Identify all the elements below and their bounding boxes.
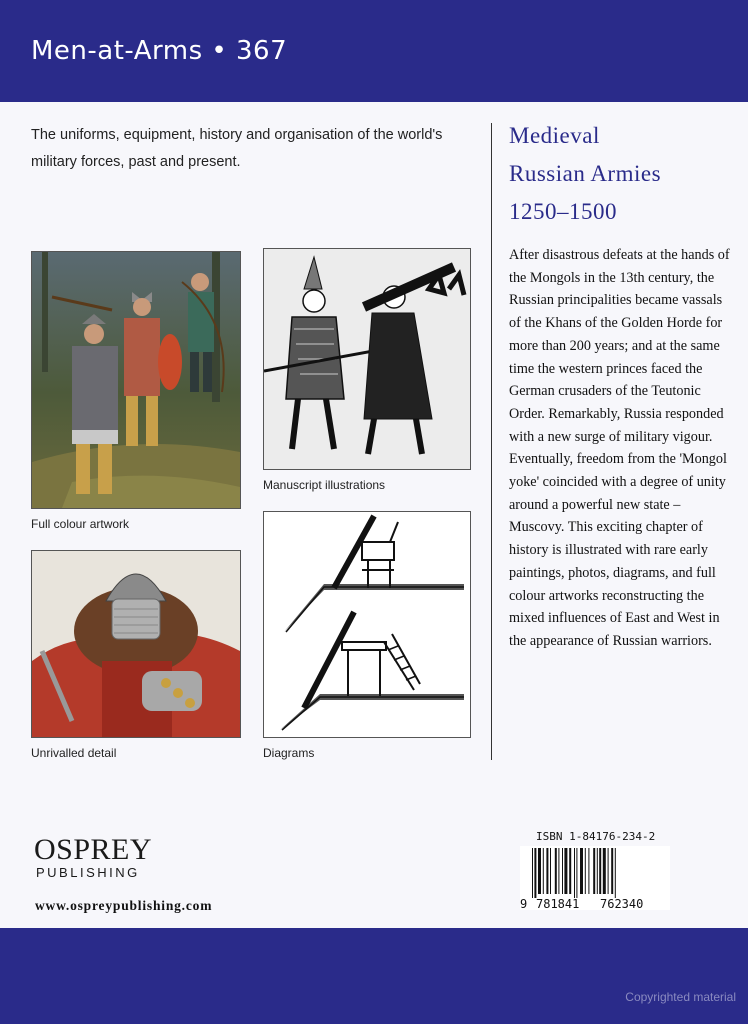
artwork-image xyxy=(31,251,241,509)
isbn-label: ISBN 1-84176-234-2 xyxy=(536,830,656,843)
barcode-bar xyxy=(585,848,586,894)
isbn-digit-left: 9 xyxy=(520,897,528,910)
publisher-website[interactable]: www.ospreypublishing.com xyxy=(35,898,213,913)
barcode-bar xyxy=(603,848,606,894)
barcode-bar xyxy=(593,848,595,894)
caption-diagrams: Diagrams xyxy=(263,746,315,760)
book-description: After disastrous defeats at the hands of the Mongols in the 13th century, the Russian principalities became vassals of the Khans of the Golden Horde for more than 200 years; and at the same time the western princes faced the German crusaders of the Teutonic Order. Remarkably, Russia responded with a new surge of military vigour. Eventually, freedom from the 'Mongol yoke' coincided with a degree of unity around a powerful new state – Muscovy. This exciting chapter of history is illustrated with rare early paintings, photos, diagrams, and full colour artworks reconstructing the mixed influences of East and West in the appearance of Russian warriors. xyxy=(509,247,730,649)
book-title-line1: Medieval xyxy=(509,123,600,148)
isbn-digits-right: 762340 xyxy=(600,897,644,910)
bottom-band xyxy=(0,928,748,1024)
barcode-bar xyxy=(558,848,559,894)
book-title xyxy=(509,117,739,231)
series-title: Men-at-Arms • 367 xyxy=(31,36,288,66)
barcode-bar xyxy=(534,848,536,898)
manuscript-image xyxy=(263,248,471,470)
publisher-logo: OSPREY xyxy=(34,833,153,866)
barcode-bar xyxy=(588,848,589,894)
tagline: The uniforms, equipment, history and organisation of the world's military forces, past and present. xyxy=(31,127,443,170)
barcode-bar xyxy=(574,848,575,898)
barcode-bar xyxy=(564,848,567,894)
caption-manuscript: Manuscript illustrations xyxy=(263,478,386,492)
caption-artwork: Full colour artwork xyxy=(31,517,130,531)
barcode-bar xyxy=(599,848,601,894)
column-divider xyxy=(491,123,492,760)
barcode-bar xyxy=(580,848,583,894)
barcode-bar xyxy=(562,848,563,894)
barcode-bar xyxy=(608,848,609,894)
book-title-line3: 1250–1500 xyxy=(509,199,617,224)
barcode-bar xyxy=(538,848,541,894)
barcode-bar xyxy=(555,848,557,894)
barcode-bar xyxy=(569,848,571,894)
barcode xyxy=(520,846,670,915)
book-title-line2: Russian Armies xyxy=(509,161,662,186)
diagram-image xyxy=(263,511,471,738)
copyright-watermark: Copyrighted material xyxy=(625,990,736,1004)
barcode-bar xyxy=(597,848,598,894)
barcode-bar xyxy=(615,848,616,898)
isbn-digits-mid: 781841 xyxy=(536,897,580,910)
barcode-bar xyxy=(611,848,613,894)
caption-detail: Unrivalled detail xyxy=(31,746,117,760)
publisher-sub: PUBLISHING xyxy=(36,865,140,880)
barcode-bar xyxy=(532,848,533,898)
barcode-bar xyxy=(550,848,551,894)
barcode-bar xyxy=(576,848,577,898)
detail-image xyxy=(31,550,241,738)
barcode-bar xyxy=(546,848,548,894)
barcode-bar xyxy=(543,848,544,894)
